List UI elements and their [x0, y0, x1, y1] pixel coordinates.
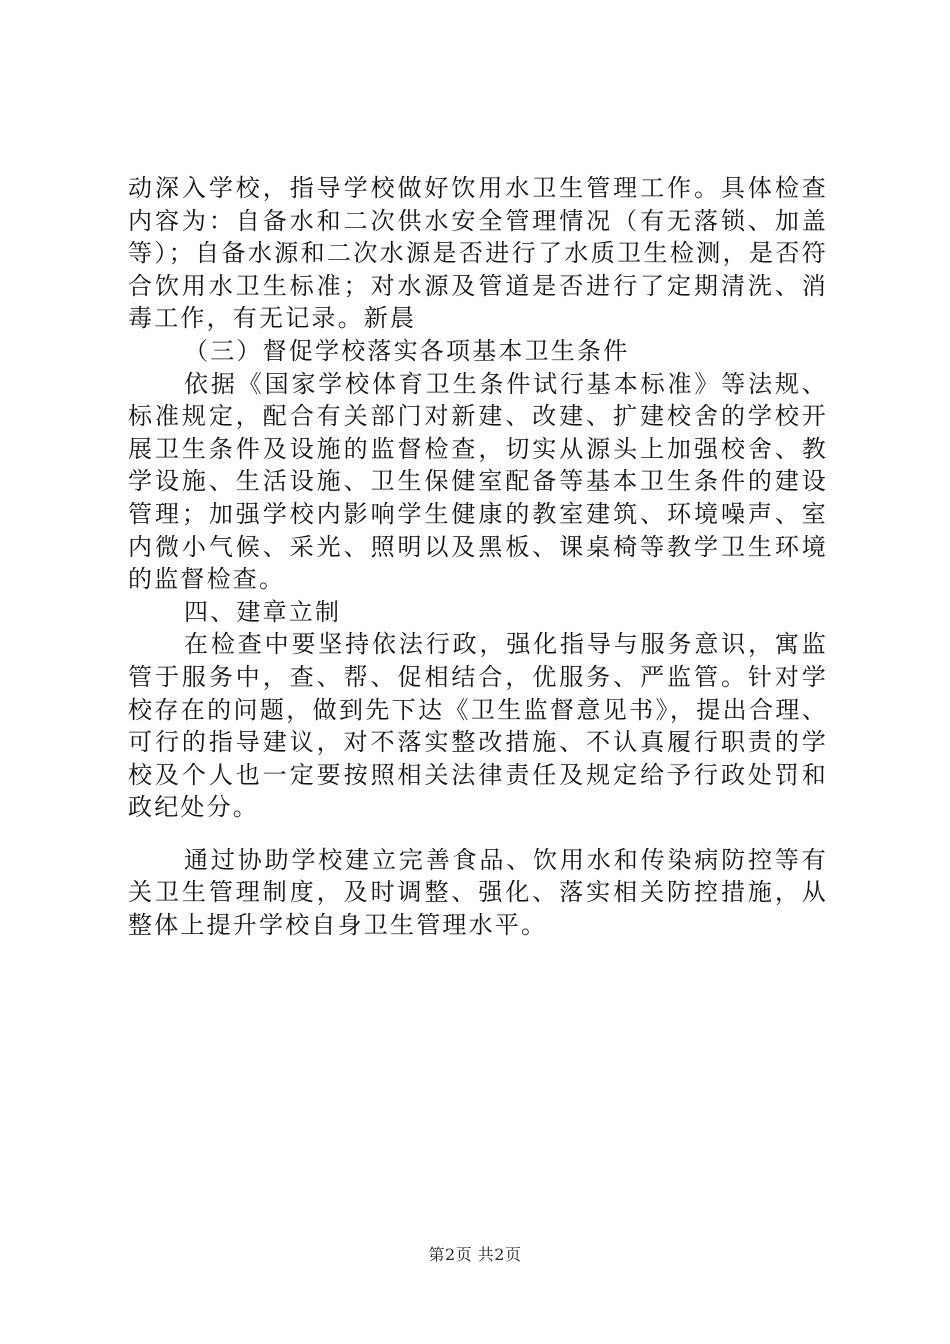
paragraph-regulations: 在检查中要坚持依法行政，强化指导与服务意识，寓监管于服务中，查、帮、促相结合，优服务、严监管。针对学校存在的问题，做到先下达《卫生监督意见书》，提出合理、可行的指导建议，对不落实整改措施、不认真履行职责的学校及个人也一定要按照相关法律责任及规定给予行政处罚和政纪处分。: [128, 630, 828, 822]
heading-regulations: 四、建章立制: [184, 597, 342, 626]
paragraph-conclusion: 通过协助学校建立完善食品、饮用水和传染病防控等有关卫生管理制度，及时调整、强化、落实相关防控措施，从整体上提升学校自身卫生管理水平。: [128, 845, 828, 940]
heading-basic-conditions: （三）督促学校落实各项基本卫生条件: [184, 336, 630, 365]
page-footer: 第2页 共2页: [428, 1245, 522, 1264]
document-body: [128, 172, 828, 942]
paragraph-basic-conditions: 依据《国家学校体育卫生条件试行基本标准》等法规、标准规定，配合有关部门对新建、改建、扩建校舍的学校开展卫生条件及设施的监督检查，切实从源头上加强校舍、教学设施、生活设施、卫生保健室配备等基本卫生条件的建设管理；加强学校内影响学生健康的教室建筑、环境噪声、室内微小气候、采光、照明以及黑板、课桌椅等教学卫生环境的监督检查。: [128, 369, 828, 594]
paragraph-water-inspection: 动深入学校，指导学校做好饮用水卫生管理工作。具体检查内容为：自备水和二次供水安全管理情况（有无落锁、加盖等）；自备水源和二次水源是否进行了水质卫生检测，是否符合饮用水卫生标准；对水源及管道是否进行了定期清洗、消毒工作，有无记录。新晨: [128, 174, 828, 333]
paragraph-gap: [128, 824, 828, 844]
